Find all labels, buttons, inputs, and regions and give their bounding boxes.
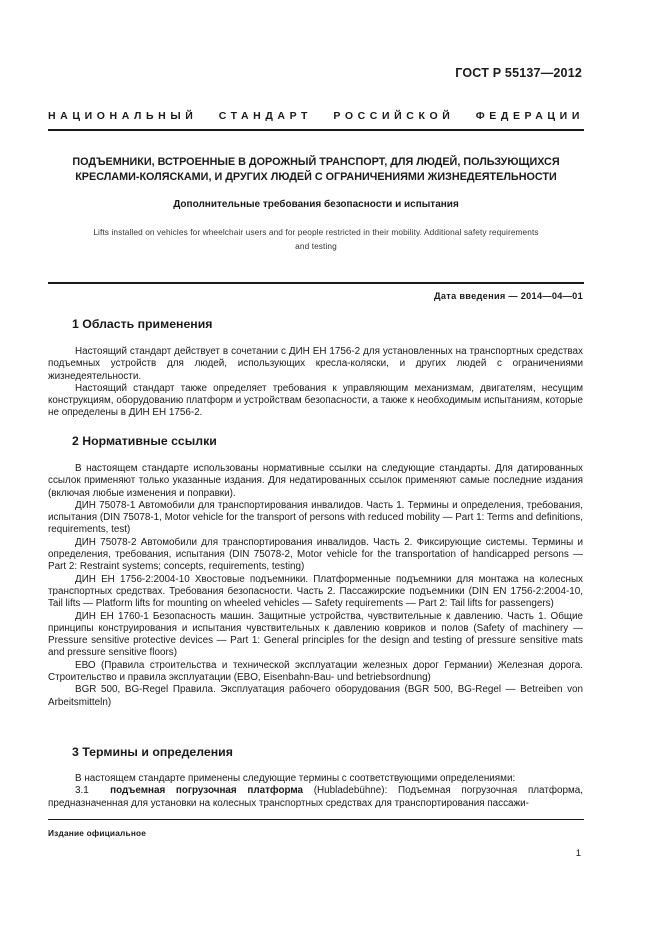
standard-word-2: СТАНДАРТ [218,110,313,122]
section-3-heading: 3 Термины и определения [72,745,233,759]
reference-din-75078-2: ДИН 75078-2 Автомобили для транспортирования инвалидов. Часть 2. Фиксирующие системы. Термины и определения, требования, испытания (DIN 75078-2, Motor vehicle for the transportation of handicapped persons — Part 2: Restraint systems; concepts, requirements, testing) [48,536,583,573]
reference-din-75078-1: ДИН 75078-1 Автомобили для транспортирования инвалидов. Часть 1. Термины и определения, требования, испытания (DIN 75078-1, Motor vehicle for the transport of persons with reduced mobility — Part 1: Terms and definitions, requirements, test) [48,499,583,536]
section-2-body [48,463,583,709]
section-2-heading: 2 Нормативные ссылки [72,434,217,448]
standard-heading [48,110,584,122]
english-title-line-2: and testing [295,240,337,251]
document-title [48,155,584,185]
official-edition-label: Издание официальное [48,828,147,838]
section-3-paragraph-1: В настоящем стандарте применены следующие термины с соответствующими определениями: [75,773,516,784]
document-subtitle: Дополнительные требования безопасности и испытания [173,199,459,210]
reference-bgr-500: BGR 500, BG-Regel Правила. Эксплуатация рабочего оборудования (BGR 500, BG-Regel — Betreiben von Arbeitsmitteln) [48,684,583,708]
reference-din-en-1756-2: ДИН ЕН 1756-2:2004-10 Хвостовые подъемники. Платформенные подъемники для монтажа на колесных транспортных средствах. Требования безопасности. Часть 2. Пассажирские подъемники (DIN EN 1756-2:2004-10, Tail lifts — Platform lifts for mounting on wheeled vehicles — Safety requirements — Part 2: Tail lifts for passengers) [48,573,583,610]
section-2-paragraph-1: В настоящем стандарте использованы нормативные ссылки на следующие стандарты. Для датированных ссылок применяют только указанные издания. Для недатированных ссылок применяют самые последние издания (включая любые изменения и поправки). [48,463,583,499]
term-definition: (Hubladebühne): Подъемная погрузочная платформа, предназначенная для установки на колесных транспортных средствах для транспортирования пассажи- [48,785,583,809]
reference-din-en-1760-1: ДИН ЕН 1760-1 Безопасность машин. Защитные устройства, чувствительные к давлению. Часть 1. Общие принципы конструирования и испытания чувствительных к давлению ковриков и полов (Safety of machinery — Pressure sensitive protective devices — Part 1: General principles for the design and testing of pressure sensitive mats and pressure sensitive floors) [48,610,583,659]
section-1-body [48,346,583,420]
section-3-body [48,773,583,810]
english-title [48,226,584,253]
standard-word-3: РОССИЙСКОЙ [333,110,455,122]
english-title-line-1: Lifts installed on vehicles for wheelchair users and for people restricted in their mobility. Additional safety requirements [93,227,539,237]
term-3-1 [48,785,583,810]
gost-number: ГОСТ Р 55137—2012 [455,66,582,80]
term-number: 3.1 [75,785,89,797]
standard-word-4: ФЕДЕРАЦИИ [475,110,584,122]
title-rule [48,282,584,284]
term-name: подъемная погрузочная платформа [110,785,304,797]
footer-rule [48,819,584,820]
section-1-paragraph-2: Настоящий стандарт также определяет требования к управляющим механизмам, двигателям, несущим конструкциям, оборудованию платформ и устройствам безопасности, а также к необходимым испытаниям, которые не определены в ДИН ЕН 1756-2. [48,382,583,419]
section-1-paragraph-1: Настоящий стандарт действует в сочетании с ДИН ЕН 1756-2 для установленных на транспортных средствах подъемных устройств для людей, использующих кресла-коляски, и других людей с ограничениями жизнедеятельности. [48,346,583,382]
title-line-1: ПОДЪЕМНИКИ, ВСТРОЕННЫЕ В ДОРОЖНЫЙ ТРАНСПОРТ, ДЛЯ ЛЮДЕЙ, ПОЛЬЗУЮЩИХСЯ [72,156,560,168]
title-line-2: КРЕСЛАМИ-КОЛЯСКАМИ, И ДРУГИХ ЛЮДЕЙ С ОГРАНИЧЕНИЯМИ ЖИЗНЕДЕЯТЕЛЬНОСТИ [75,171,557,183]
reference-ebo: ЕВО (Правила строительства и технической эксплуатации железных дорог Германии) Железная дорога. Строительство и правила эксплуатации (EBO, Eisenbahn-Bau- und betriebsordnung) [48,659,583,684]
page-number: 1 [575,848,581,859]
introduction-date: Дата введения — 2014—04—01 [434,291,583,301]
section-1-heading: 1 Область применения [72,317,213,331]
header-rule [48,129,584,131]
standard-word-1: НАЦИОНАЛЬНЫЙ [48,110,198,122]
